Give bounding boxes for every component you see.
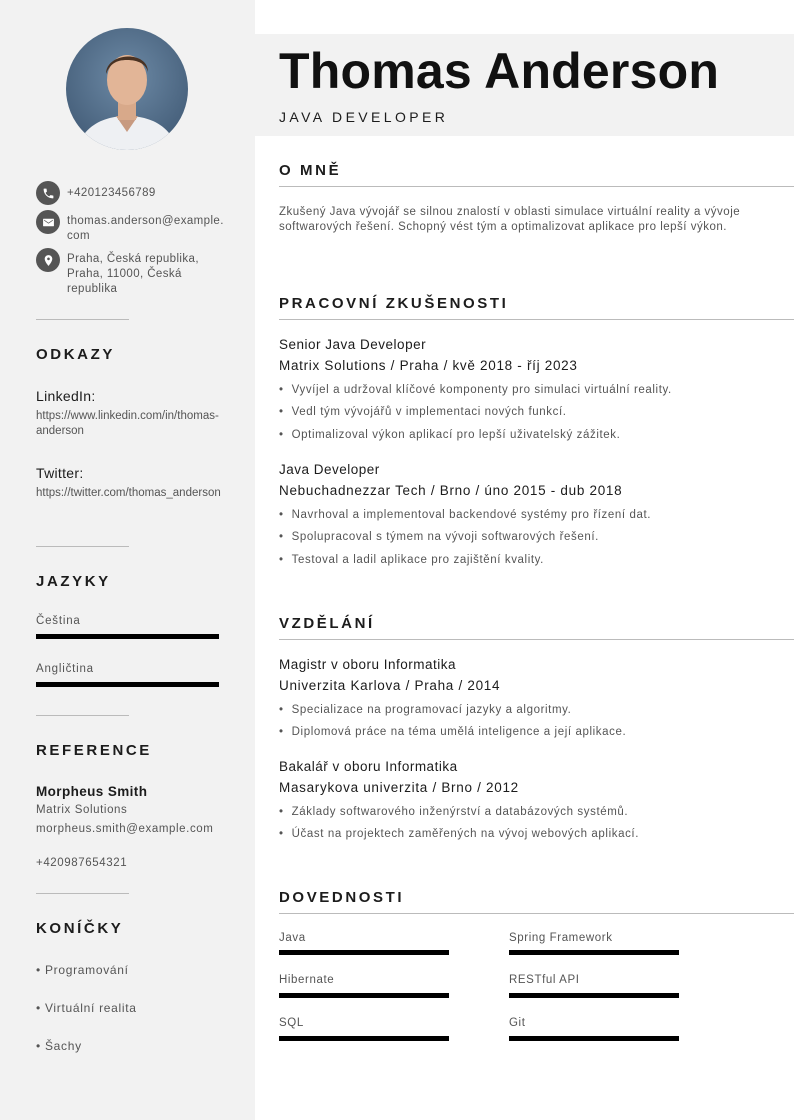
job-bullet: • Vedl tým vývojářů v implementaci nových funkcí.	[279, 406, 567, 418]
skill-name: Java	[279, 932, 306, 944]
twitter-label: Twitter:	[36, 465, 84, 481]
job-bullet: • Navrhoval a implementoval backendové systémy pro řízení dat.	[279, 509, 651, 521]
skill-level-fill	[279, 950, 449, 955]
skill-level-bar	[279, 950, 449, 955]
profile-photo	[66, 28, 188, 150]
skill-level-bar	[509, 1036, 679, 1041]
language-name: Čeština	[36, 615, 81, 627]
skills-heading: DOVEDNOSTI	[279, 889, 405, 906]
language-level-fill	[36, 634, 219, 639]
job-title: JAVA DEVELOPER	[279, 109, 449, 125]
section-rule	[279, 913, 794, 914]
job-subtitle: Nebuchadnezzar Tech / Brno / úno 2015 - dub 2018	[279, 483, 623, 498]
contact-address-text: Praha, Česká republika, Praha, 11000, Česká republika	[67, 253, 199, 295]
reference-company: Matrix Solutions	[36, 804, 128, 816]
job-bullet: • Spolupracoval s týmem na vývoji softwarových řešení.	[279, 531, 599, 543]
degree-bullet: • Specializace na programovací jazyky a algoritmy.	[279, 704, 571, 716]
hobbies-heading: KONÍČKY	[36, 920, 124, 937]
degree-subtitle: Univerzita Karlova / Praha / 2014	[279, 678, 501, 693]
skill-level-bar	[279, 1036, 449, 1041]
job-title-entry: Java Developer	[279, 462, 380, 477]
language-level-fill	[36, 682, 219, 687]
skill-name: SQL	[279, 1017, 304, 1029]
reference-phone[interactable]: +420987654321	[36, 857, 128, 869]
sidebar	[0, 0, 255, 1120]
hobby-item: • Virtuální realita	[36, 1001, 137, 1015]
job-title-entry: Senior Java Developer	[279, 337, 427, 352]
skill-level-bar	[509, 950, 679, 955]
candidate-name: Thomas Anderson	[279, 43, 720, 99]
reference-email[interactable]: morpheus.smith@example.com	[36, 823, 214, 835]
skill-level-bar	[509, 993, 679, 998]
contact-address	[36, 248, 226, 297]
skill-level-fill	[279, 1036, 449, 1041]
hobby-label: Programování	[44, 963, 129, 977]
experience-heading: PRACOVNÍ ZKUŠENOSTI	[279, 295, 509, 312]
degree-bullet: • Účast na projektech zaměřených na vývoj webových aplikací.	[279, 828, 639, 840]
skill-level-fill	[509, 1036, 679, 1041]
profile-photo-image	[66, 28, 188, 150]
contact-email	[36, 210, 226, 244]
degree-subtitle: Masarykova univerzita / Brno / 2012	[279, 780, 519, 795]
skill-name: Git	[509, 1017, 526, 1029]
hobby-item: • Šachy	[36, 1039, 82, 1053]
email-icon	[36, 210, 60, 234]
linkedin-link[interactable]: https://www.linkedin.com/in/thomas-anderson	[36, 410, 219, 437]
about-heading: O MNĚ	[279, 162, 342, 179]
contact-email-text[interactable]: thomas.anderson@example.com	[67, 215, 224, 242]
job-bullet: • Testoval a ladil aplikace pro zajištění kvality.	[279, 554, 544, 566]
job-subtitle: Matrix Solutions / Praha / kvě 2018 - říj 2023	[279, 358, 578, 373]
job-bullet: • Vyvíjel a udržoval klíčové komponenty pro simulaci virtuální reality.	[279, 384, 672, 396]
skill-level-fill	[279, 993, 449, 998]
skill-level-fill	[509, 993, 679, 998]
skill-name: RESTful API	[509, 974, 580, 986]
section-rule	[279, 639, 794, 640]
hobby-label: Šachy	[44, 1039, 82, 1053]
skill-name: Spring Framework	[509, 932, 613, 944]
linkedin-label: LinkedIn:	[36, 388, 96, 404]
section-rule	[279, 186, 794, 187]
languages-heading: JAZYKY	[36, 573, 111, 590]
section-rule	[279, 319, 794, 320]
sidebar-divider	[36, 893, 129, 894]
language-level-bar	[36, 634, 219, 639]
contact-phone-text[interactable]: +420123456789	[67, 187, 156, 199]
location-pin-icon	[36, 248, 60, 272]
skill-name: Hibernate	[279, 974, 335, 986]
reference-heading: REFERENCE	[36, 742, 152, 759]
language-name: Angličtina	[36, 663, 94, 675]
skill-level-bar	[279, 993, 449, 998]
job-bullet: • Optimalizoval výkon aplikací pro lepší uživatelský zážitek.	[279, 429, 620, 441]
contact-phone	[36, 181, 226, 205]
degree-title: Magistr v oboru Informatika	[279, 657, 457, 672]
twitter-link[interactable]: https://twitter.com/thomas_anderson	[36, 487, 221, 499]
language-level-bar	[36, 682, 219, 687]
degree-title: Bakalář v oboru Informatika	[279, 759, 458, 774]
hobby-label: Virtuální realita	[44, 1001, 137, 1015]
skill-level-fill	[509, 950, 679, 955]
phone-icon	[36, 181, 60, 205]
degree-bullet: • Základy softwarového inženýrství a databázových systémů.	[279, 806, 628, 818]
sidebar-divider	[36, 319, 129, 320]
hobby-item: • Programování	[36, 963, 129, 977]
links-heading: ODKAZY	[36, 346, 115, 363]
sidebar-divider	[36, 546, 129, 547]
sidebar-divider	[36, 715, 129, 716]
education-heading: VZDĚLÁNÍ	[279, 615, 375, 632]
degree-bullet: • Diplomová práce na téma umělá inteligence a její aplikace.	[279, 726, 626, 738]
about-text: Zkušený Java vývojář se silnou znalostí v oblasti simulace virtuální reality a vývoje softwarových řešení. Schopný vést tým a optimalizovat aplikace pro lepší výkon.	[279, 206, 741, 233]
reference-name: Morpheus Smith	[36, 784, 148, 799]
